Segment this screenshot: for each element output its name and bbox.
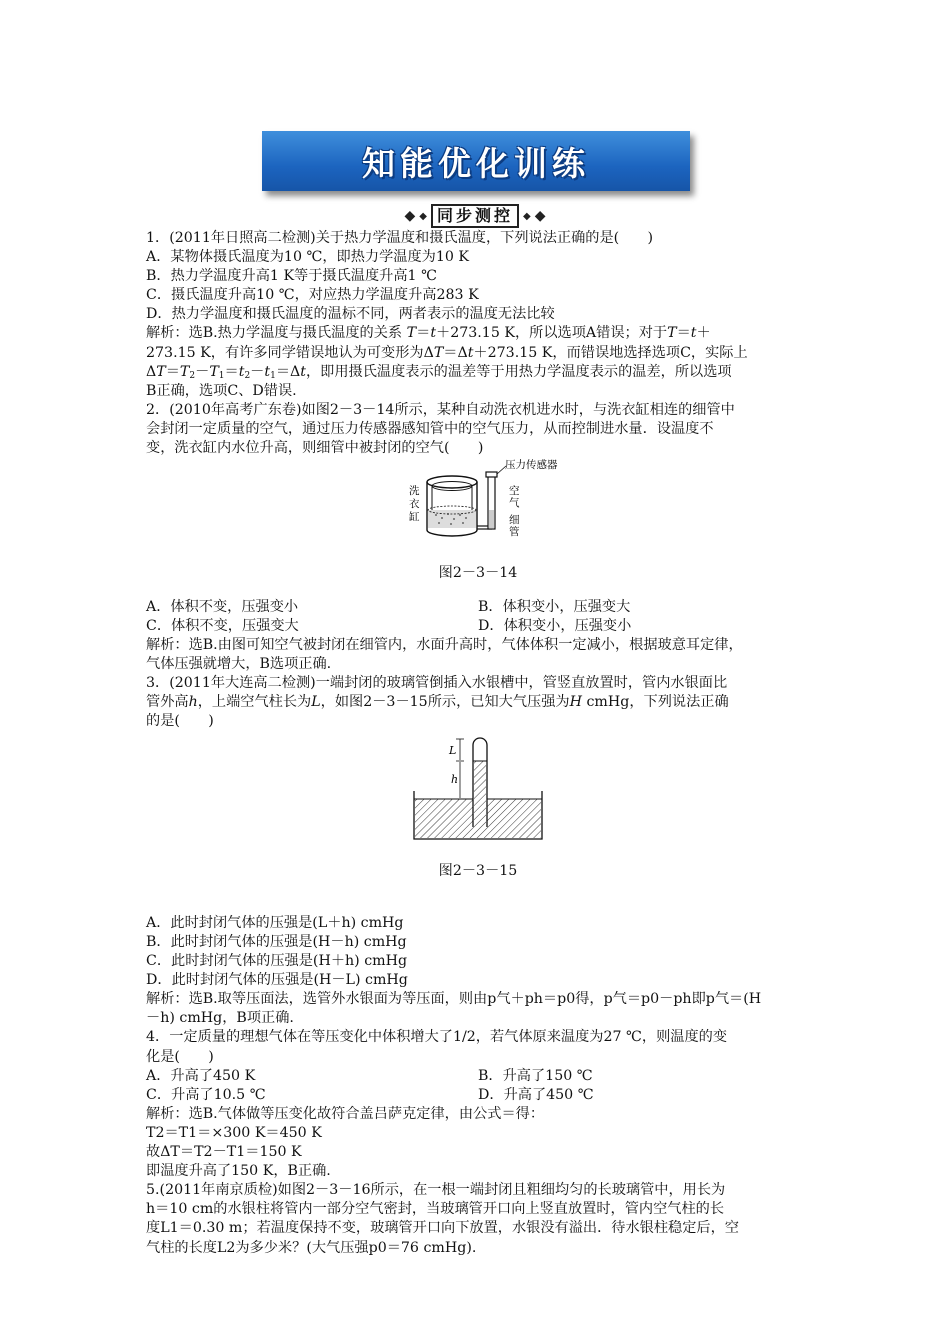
q4-option-a: A．升高了450 K <box>146 1067 256 1084</box>
section-subhead <box>368 203 582 229</box>
q3-answer-line2: －h) cmHg，B项正确. <box>146 1010 294 1027</box>
q2-stem-line2: 会封闭一定质量的空气，通过压力传感器感知管中的空气压力，从而控制进水量．设温度不 <box>146 420 714 437</box>
q4-stem: 4．一定质量的理想气体在等压变化中体积增大了1/2，若气体原来温度为27 ℃，则温度的变 <box>146 1029 728 1046</box>
q3-figure-caption: 图2－3－15 <box>438 862 518 879</box>
q3-stem: 3．(2011年大连高二检测)一端封闭的玻璃管倒插入水银槽中，管竖直放置时，管内水银面比 <box>146 675 728 692</box>
svg-text:管: 管 <box>509 526 520 539</box>
mercury-tube-diagram <box>412 733 544 841</box>
banner-title: 知能优化训练 <box>362 143 590 183</box>
washing-machine-diagram <box>408 459 558 544</box>
q2-stem: 2．(2010年高考广东卷)如图2－3－14所示，某种自动洗衣机进水时，与洗衣缸相连的细管中 <box>146 401 735 418</box>
q1-answer-line3: $\Delta T=T_2-T_1=t_2-t_1=\Delta t$，即用摄氏温度表示的温差等于用热力学温度表示的温差，所以选项 <box>146 363 732 381</box>
svg-text:缸: 缸 <box>409 511 420 524</box>
q1-option-c: C．摄氏温度升高10 ℃，对应热力学温度升高283 K <box>146 287 479 304</box>
fig-label-L: L <box>449 744 457 758</box>
diamond-icon: ◆ <box>404 208 416 224</box>
q3-option-d: D．此时封闭气体的压强是(H－L) cmHg <box>146 972 408 989</box>
q4-option-c: C．升高了10.5 ℃ <box>146 1086 266 1103</box>
q3-stem-line2: 管外高h，上端空气柱长为L，如图2－3－15所示，已知大气压强为H cmHg，下列说法正确 <box>146 694 729 711</box>
q1-answer: 解析：选B.热力学温度与摄氏温度的关系 T＝t＋273.15 K，所以选项A错误；对于T＝t＋ <box>146 325 711 342</box>
q5-stem-line4: 气柱的长度L2为多少米？(大气压强p0＝76 cmHg). <box>146 1239 477 1256</box>
q4-answer: 解析：选B.气体做等压变化故符合盖吕萨克定律，由公式＝得： <box>146 1105 545 1122</box>
q2-option-d: D．体积变小，压强变小 <box>478 617 632 634</box>
subhead-label: 同步测控 <box>431 204 519 228</box>
q1-answer-line2: 273.15 K，有许多同学错误地认为可变形为ΔT＝Δt＋273.15 K，而错误地选择选项C，实际上 <box>146 344 748 361</box>
q5-stem: 5.(2011年南京质检)如图2－3－16所示，在一根一端封闭且粗细均匀的长玻璃管中，用长为 <box>146 1182 726 1199</box>
svg-text:衣: 衣 <box>409 498 420 511</box>
q2-stem-line3: 变，洗衣缸内水位升高，则细管中被封闭的空气( ) <box>146 440 484 457</box>
q2-option-b: B．体积变小，压强变大 <box>478 598 631 615</box>
diamond-small-icon: ◆ <box>523 210 531 222</box>
q3-stem-line3: 的是( ) <box>146 713 214 730</box>
q4-option-b: B．升高了150 ℃ <box>478 1067 593 1084</box>
q1-option-d: D．热力学温度和摄氏温度的温标不同，两者表示的温度无法比较 <box>146 306 555 323</box>
washing-machine-figure <box>146 460 810 550</box>
fig-label-tube: 细 <box>509 514 520 527</box>
q2-answer: 解析：选B.由图可知空气被封闭在细管内，水面升高时，气体体积一定减小，根据玻意耳定律， <box>146 636 743 653</box>
q1-option-b: B．热力学温度升高1 K等于摄氏温度升高1 ℃ <box>146 268 437 285</box>
diamond-small-icon: ◆ <box>419 210 427 222</box>
diamond-icon: ◆ <box>534 208 546 224</box>
fig-label-h: h <box>451 773 459 787</box>
q4-answer-line3: 故ΔT＝T2－T1＝150 K <box>146 1144 302 1161</box>
q4-stem-line2: 化是( ) <box>146 1048 214 1065</box>
fig-label-air: 空 <box>509 485 520 498</box>
svg-text:气: 气 <box>509 497 520 510</box>
q1-option-a: A．某物体摄氏温度为10 ℃，即热力学温度为10 K <box>146 249 470 266</box>
q1-answer-line4: B正确，选项C、D错误. <box>146 382 297 399</box>
q3-answer: 解析：选B.取等压面法，选管外水银面为等压面，则由p气＋ph＝p0得，p气＝p0－ph即p气＝(H <box>146 991 762 1008</box>
q5-stem-line3: 度L1＝0.30 m；若温度保持不变，玻璃管开口向下放置，水银没有溢出．待水银柱稳定后，空 <box>146 1220 739 1237</box>
q4-answer-line2: T2＝T1＝×300 K＝450 K <box>146 1124 322 1141</box>
q2-figure-caption: 图2－3－14 <box>438 565 518 582</box>
q4-option-d: D．升高了450 ℃ <box>478 1086 594 1103</box>
q1-stem: 1．(2011年日照高二检测)关于热力学温度和摄氏温度，下列说法正确的是( ) <box>146 230 654 246</box>
q3-option-b: B．此时封闭气体的压强是(H－h) cmHg <box>146 934 407 950</box>
section-banner <box>262 131 690 191</box>
fig-label-sensor: 压力传感器 <box>505 459 558 472</box>
exercise-content <box>146 229 810 1258</box>
fig-label-tank: 洗 <box>409 485 420 498</box>
q5-stem-line2: h＝10 cm的水银柱将管内一部分空气密封，当玻璃管开口向上竖直放置时，管内空气柱的长 <box>146 1201 725 1218</box>
q2-option-a: A．体积不变，压强变小 <box>146 598 299 615</box>
q2-option-c: C．体积不变，压强变大 <box>146 617 299 634</box>
q2-answer-line2: 气体压强就增大，B选项正确. <box>146 655 332 672</box>
q4-answer-line4: 即温度升高了150 K，B正确. <box>146 1163 331 1180</box>
q3-option-c: C．此时封闭气体的压强是(H＋h) cmHg <box>146 953 408 970</box>
q3-option-a: A．此时封闭气体的压强是(L＋h) cmHg <box>146 914 404 931</box>
mercury-tube-figure <box>146 733 810 847</box>
